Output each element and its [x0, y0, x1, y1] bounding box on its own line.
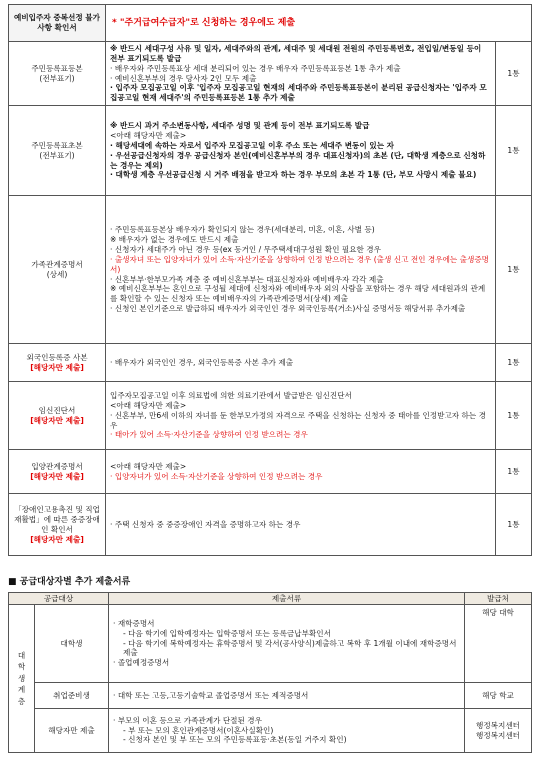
requirement-line: ※ 반드시 세대구성 사유 및 일자, 세대주와의 관계, 세대주 및 세대원 전원의 주민등록번호, 전입일/변동일 등이 전부 표기되도록 발급 — [110, 44, 482, 63]
only-applicable-badge: [해당자만 제출] — [30, 362, 84, 372]
doc-title: 임신진단서 — [38, 405, 76, 415]
document-line: - 부 또는 모의 혼인관계증명서(이혼사실확인) — [123, 725, 274, 735]
table-row — [9, 106, 532, 196]
requirement-line: · 배우자와 주민등록표상 세대 분리되어 있는 경우 배우자 주민등록표등본 1통 추가 제출 — [110, 63, 401, 73]
document-line: · 졸업예정증명서 — [113, 658, 170, 668]
issuer: 해당 학교 — [465, 683, 532, 709]
requirement-line: ※ 반드시 과거 주소변동사항, 세대주 성명 및 관계 등이 전부 표기되도록 발급 — [110, 121, 370, 131]
doc-name — [9, 344, 106, 382]
table-row — [9, 605, 532, 683]
doc-note: * "주거급여수급자"로 신청하는 경우에도 제출 — [106, 5, 532, 42]
target-name: 취업준비생 — [35, 683, 109, 709]
doc-requirements — [106, 42, 496, 106]
doc-count: 1통 — [496, 42, 532, 106]
requirement-line: · 태아가 있어 소득·자산기준을 상향하여 인정 받으려는 경우 — [110, 430, 308, 440]
doc-name: 가족관계증명서 (상세) — [9, 196, 106, 344]
doc-requirements — [106, 106, 496, 196]
document-line: · 대학 또는 고등,고등기술학교 졸업증명서 또는 제적증명서 — [113, 690, 309, 700]
issuer: 해당 대학 — [465, 605, 532, 683]
requirement-line: <아래 해당자만 제출> — [110, 461, 187, 471]
requirement-line: · 입주자 모집공고일 이후 '입주자 모집공고일 현재의 세대주와 주민등록표등본이 분리된 공급신청자는 '입주자 모집공고일 현재 세대주'의 주민등록표등본 1통 추가 제출 — [110, 83, 487, 103]
documents-table — [8, 4, 532, 556]
doc-requirements — [106, 196, 496, 344]
column-header: 발급처 — [465, 593, 532, 605]
doc-requirements — [106, 382, 496, 450]
target-documents — [109, 605, 465, 683]
requirement-line: ※ 예비신혼부부는 혼인으로 구성될 세대에 신청자와 예비배우자 외의 사람을 포함하는 경우 해당 세대원과의 관계를 확인할 수 있는 신청자 또는 예비배우자의 가족관계증명서(상세) 제출 — [110, 284, 486, 304]
requirement-line: · 신청인 본인기준으로 발급하되 배우자가 외국인인 경우 외국인등록(거소)사실 증명서등 해당서류 추가제출 — [110, 304, 466, 314]
requirement-line: · 해당세대에 속하는 자로서 입주자 모집공고일 이후 주소 또는 세대주 변동이 있는 자 — [110, 140, 395, 150]
group-label — [9, 605, 35, 753]
requirement-line: · 신청자가 세대주가 아닌 경우 등(ex 동거인 / 무주택세대구성원 확인 필요한 경우 — [110, 245, 381, 254]
requirement-line: · 대학생 계층 우선공급신청 시 거주 배점을 받고자 하는 경우 부모의 초본 각 1통 (단, 부모 사망시 제출 불요) — [110, 170, 477, 180]
supply-target-table — [8, 592, 532, 753]
requirement-line: · 신혼부부·한부모가족 계층 중 예비신혼부부는 대표신청자와 예비배우자 각각 제출 — [110, 274, 384, 284]
table-row — [9, 344, 532, 382]
doc-requirements — [106, 344, 496, 382]
requirement-line: · 출생자녀 또는 입양자녀가 있어 소득·자산기준을 상향하여 인정 받으려는 경우 (출생 신고 전인 경우에는 출생증명서) — [110, 254, 490, 274]
table-row — [9, 450, 532, 494]
table-row — [9, 5, 532, 42]
only-applicable-badge: [해당자만 제출] — [30, 415, 84, 425]
doc-count: 1통 — [496, 196, 532, 344]
doc-name — [9, 450, 106, 494]
doc-title: 「장애인고용촉진 및 직업 재활법」에 따른 중증장애인 확인서 — [14, 504, 100, 534]
issuer: 행정복지센터 행정복지센터 — [465, 709, 532, 753]
doc-name: 예비입주자 중복선정 불가사항 확인서 — [9, 5, 106, 42]
document-line: - 다음 학기에 입학예정자는 입학증명서 또는 등록금납부확인서 — [123, 628, 331, 638]
requirement-line: · 배우자가 외국인인 경우, 외국인등록증 사본 추가 제출 — [110, 357, 294, 367]
table-row — [9, 683, 532, 709]
doc-name — [9, 382, 106, 450]
requirement-line: · 우선공급신청자의 경우 공급신청자 본인(예비신혼부부의 경우 대표신청자)의 초본 (단, 대학생 계층으로 신청하는 경우는 제외) — [110, 150, 486, 170]
doc-name: 주민등록표등본 (전부표기) — [9, 42, 106, 106]
section-heading: ■ 공급대상자별 추가 제출서류 — [8, 577, 131, 587]
requirement-line: ※ 배우자가 없는 경우에도 반드시 제출 — [110, 235, 239, 245]
document-line: - 신청자 본인 및 부 또는 모의 주민등록표등·초본(동일 거주지 확인) — [123, 735, 347, 745]
doc-requirements — [106, 450, 496, 494]
doc-count: 1통 — [496, 382, 532, 450]
requirement-line: <아래 해당자만 제출> — [110, 400, 187, 410]
group-label-char: 계 — [17, 685, 26, 695]
requirement-line: · 예비신혼부부의 경우 당사자 2인 모두 제출 — [110, 73, 257, 83]
doc-requirements — [106, 494, 496, 556]
only-applicable-badge: [해당자만 제출] — [30, 534, 84, 544]
table-row — [9, 494, 532, 556]
target-documents — [109, 709, 465, 753]
column-header: 제출서류 — [109, 593, 465, 605]
requirement-line: · 주민등록표등본상 배우자가 확인되지 않는 경우(세대분리, 미혼, 이혼, 사별 등) — [110, 225, 375, 235]
requirement-line: · 입양자녀가 있어 소득·자산기준을 상향하여 인정 받으려는 경우 — [110, 471, 323, 481]
requirement-line: · 주택 신청자 중 중증장애인 자격을 증명하고자 하는 경우 — [110, 519, 301, 529]
doc-title: 입양관계증명서 — [31, 461, 83, 471]
document-line: · 재학증명서 — [113, 618, 155, 628]
document-line: · 부모의 이혼 등으로 가족관계가 단절된 경우 — [113, 715, 262, 725]
table-row — [9, 42, 532, 106]
doc-name: 주민등록표초본 (전부표기) — [9, 106, 106, 196]
target-name: 대학생 — [35, 605, 109, 683]
table-row — [9, 709, 532, 753]
doc-count: 1통 — [496, 450, 532, 494]
table-header-row — [9, 593, 532, 605]
group-label-text — [9, 650, 34, 707]
target-documents — [109, 683, 465, 709]
requirement-line: · 신혼부부, 만6세 이하의 자녀를 둔 한부모가정의 자격으로 주택을 신청하는 신청자 중 태아를 인정받고자 하는 경우 — [110, 410, 486, 430]
table-row — [9, 196, 532, 344]
only-applicable-badge: [해당자만 제출] — [30, 471, 84, 481]
doc-count: 1통 — [496, 344, 532, 382]
document-line: - 다음 학기에 복학예정자는 휴학증명서 및 각서(공사양식)제출하고 복학 후 1개월 이내에 재학증명서 제출 — [123, 638, 457, 658]
column-header: 공급대상 — [9, 593, 109, 605]
doc-name — [9, 494, 106, 556]
table-row — [9, 382, 532, 450]
doc-count: 1통 — [496, 106, 532, 196]
requirement-line: 입주자모집공고일 이후 의료법에 의한 의료기관에서 발급받은 임신진단서 — [110, 391, 352, 400]
target-name: 해당자만 제출 — [35, 709, 109, 753]
group-label-char: 대 — [17, 651, 26, 661]
doc-count: 1통 — [496, 494, 532, 556]
group-label-char: 학 — [17, 662, 26, 672]
requirement-line: <아래 해당자만 제출> — [110, 130, 187, 140]
group-label-char: 생 — [17, 673, 26, 683]
doc-title: 외국인등록증 사본 — [26, 352, 88, 362]
group-label-char: 층 — [17, 696, 26, 706]
